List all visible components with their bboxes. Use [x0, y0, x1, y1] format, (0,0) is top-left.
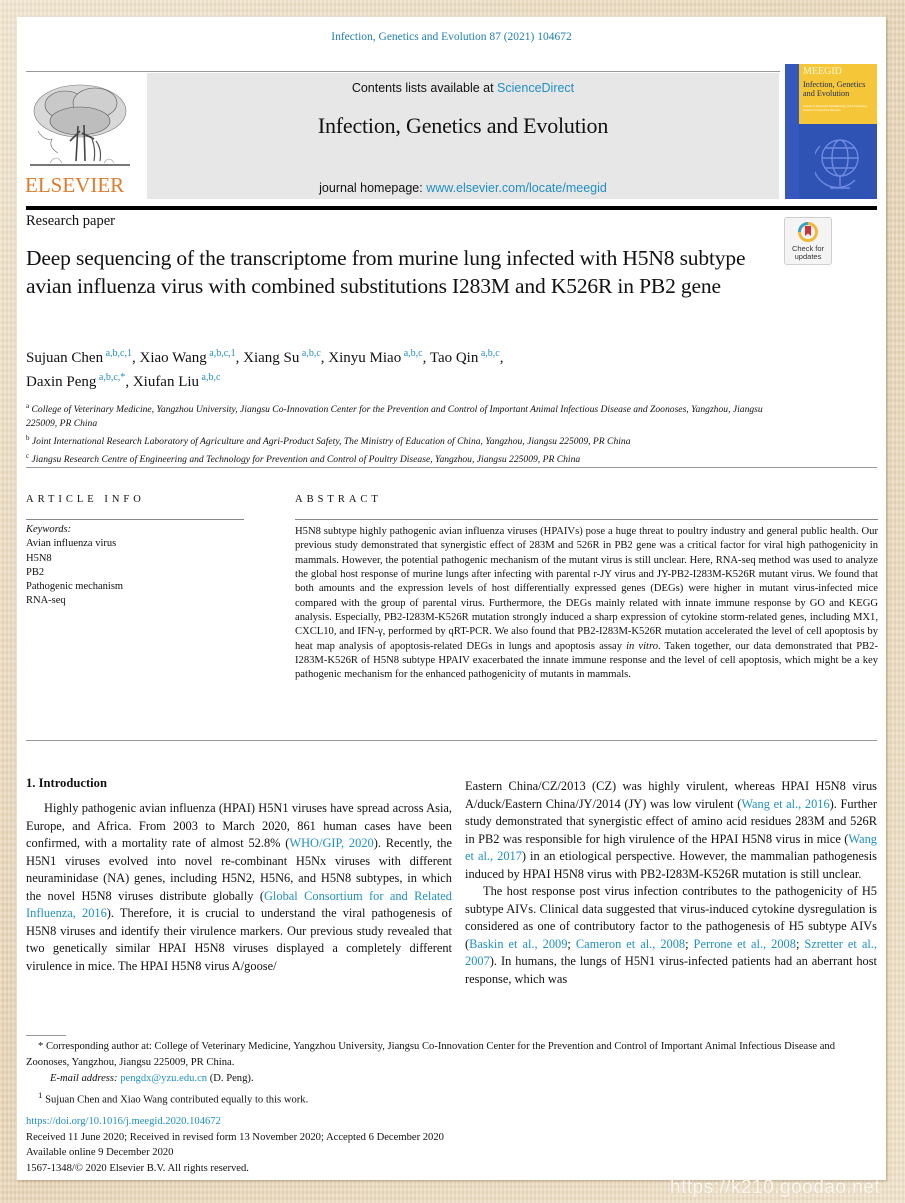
author-name[interactable]: Xiang Su [243, 350, 300, 366]
body-text: ). Further study demonstrated that synergistic effect of amino acid residues 283M and 526R in PB2 was responsible for high virulence of the HPAI H5N8 virus in mice ( [465, 796, 877, 846]
footnote-divider [26, 1035, 66, 1036]
author-separator: , [235, 350, 244, 366]
crossmark-icon [797, 221, 819, 243]
email-note [26, 1071, 877, 1087]
article-info-divider [26, 519, 244, 520]
homepage-line [147, 181, 779, 195]
cover-title-line2: and Evolution [803, 89, 850, 98]
author-affiliation-marks[interactable]: a,b,c [401, 348, 423, 359]
separator: ; [795, 936, 805, 951]
affiliation-key: b [26, 434, 30, 443]
corresponding-author-note: * Corresponding author at: College of Veterinary Medicine, Yangzhou University, Jiangsu Co-Innovation Center for the Prevention and Control of Important Animal Infectious Disease and Zoonoses, Yangzhou, Jiangsu 225009, PR China. [26, 1041, 836, 1068]
cover-title [803, 80, 865, 98]
author-name[interactable]: Xiao Wang [139, 350, 207, 366]
publication-info [26, 1114, 877, 1176]
author-affiliation-marks[interactable]: a,b,c,1 [103, 348, 132, 359]
crossmark-line1: Check for [791, 244, 825, 253]
footnotes [26, 1039, 877, 1109]
doi-link[interactable]: https://doi.org/10.1016/j.meegid.2020.104672 [26, 1116, 221, 1127]
affiliation-key: a [26, 402, 30, 410]
paragraph [465, 778, 877, 883]
cover-sidebar [785, 64, 799, 199]
abstract-bottom-divider [26, 740, 877, 741]
author-name[interactable]: Xiufan Liu [132, 374, 200, 390]
citation-link[interactable]: Global Consortium for and Related Influenza, 2016 [26, 888, 452, 920]
author-separator: , [499, 350, 504, 366]
author-name[interactable]: Tao Qin [429, 350, 479, 366]
article-title: Deep sequencing of the transcriptome from murine lung infected with H5N8 subtype avian influenza virus with combined substitutions I283M and K526R in PB2 gene [26, 246, 746, 298]
journal-citation[interactable]: Infection, Genetics and Evolution 87 (2021) 104672 [331, 31, 572, 43]
paper-page [17, 17, 886, 1180]
author-separator: , [422, 350, 430, 366]
citation-link[interactable]: Cameron et al., 2008 [575, 936, 686, 951]
body-text: The host response post virus infection contributes to the pathogenicity of H5 subtype AIVs. Clinical data suggested that virus-induced cytokine dysregulation is considered as one of contributory factor to the pathogenesis of H5 subtype AIVs ( [465, 884, 877, 951]
keyword-item: PB2 [26, 566, 45, 578]
abstract-text [295, 525, 878, 683]
article-info-heading: ARTICLE INFO [26, 494, 145, 505]
available-online: Available online 9 December 2020 [26, 1147, 174, 1158]
abstract-italic: in vitro [626, 640, 659, 652]
affiliations [26, 399, 786, 468]
citation-link[interactable]: Wang et al., 2016 [741, 796, 830, 811]
body-column-right [465, 778, 877, 988]
author-separator: , [131, 350, 140, 366]
separator: ; [685, 936, 694, 951]
author-affiliation-marks[interactable]: a,b,c,* [96, 372, 126, 383]
affiliation-text: College of Veterinary Medicine, Yangzhou University, Jiangsu Co-Innovation Center for the Prevention and Control of Important Animal Infectious Disease and Zoonoses, Yangzhou, Jiangsu 225009, PR China [26, 404, 763, 430]
crossmark-label [785, 245, 831, 261]
introduction-heading: 1. Introduction [26, 776, 107, 790]
keywords-label: Keywords: [26, 524, 72, 535]
email-label: E-mail address: [50, 1073, 118, 1084]
elsevier-wordmark: ELSEVIER [25, 173, 125, 197]
abstract-part2: . Taken together, our data demonstrated that PB2-I283M-K526R of H5N8 subtype HPAIV exacerbated the innate immune response and the level of cell apoptosis, which might be a key pathogenic mechanism for the enhanced pathogenicity of mutants in mammals. [295, 640, 878, 681]
cover-series: MEEGID [803, 66, 842, 77]
citation-link[interactable]: Szretter et al., 2007 [465, 936, 877, 968]
elsevier-tree-icon [30, 81, 130, 169]
body-text: ). In humans, the lungs of H5N1 virus-infected patients had an aberrant host response, which was [465, 954, 877, 986]
keyword-item: Avian influenza virus [26, 538, 117, 550]
affiliation-key: c [26, 452, 30, 461]
sciencedirect-link[interactable]: ScienceDirect [497, 81, 575, 95]
author-separator: , [125, 374, 133, 390]
abstract-divider [295, 519, 878, 520]
citation-link[interactable]: Wang et al., 2017 [465, 831, 877, 863]
author-name[interactable]: Sujuan Chen [26, 350, 104, 366]
affiliation-text: Joint International Research Laboratory of Agriculture and Agri-Product Safety, The Ministry of Education of China, Yangzhou, Jiangsu 225009, PR China [29, 436, 631, 448]
author-name[interactable]: Xinyu Miao [328, 350, 402, 366]
author-name[interactable]: Daxin Peng [26, 374, 97, 390]
separator: ; [567, 936, 576, 951]
section-divider [26, 467, 877, 468]
email-suffix: (D. Peng). [207, 1073, 254, 1084]
author-affiliation-marks[interactable]: a,b,c [299, 348, 321, 359]
body-text: Eastern China/CZ/2013 (CZ) was highly virulent, whereas HPAI H5N8 virus A/duck/Eastern China/JY/2014 (JY) was low virulent ( [465, 779, 877, 811]
author-affiliation-marks[interactable]: a,b,c,1 [206, 348, 236, 359]
body-text: ). Recently, the H5N1 viruses evolved into novel re-combinant H5Nx viruses with different neuraminidase (NA) genes, including H5N2, H5N6, and H5N8 subtypes, in which the novel H5N8 viruses distribute globally ( [26, 836, 453, 903]
equal-contribution-text: Sujuan Chen and Xiao Wang contributed equally to this work. [45, 1094, 309, 1106]
citation-link[interactable]: Baskin et al., 2009 [469, 936, 568, 951]
affiliation-item [26, 449, 786, 467]
equal-contribution-note [26, 1087, 877, 1109]
keywords-block [26, 523, 123, 609]
author-affiliation-marks[interactable]: a,b,c [199, 372, 221, 383]
affiliation-item [26, 399, 786, 431]
author-separator: , [320, 350, 329, 366]
journal-cover-image[interactable] [785, 64, 877, 199]
crossmark-line2: updates [794, 252, 822, 261]
body-text: ). Therefore, it is crucial to understand the viral pathogenesis of H5N8 viruses and identify their virulence markers. Our previous study revealed that two genetically similar HPAI H5N8 viruses displayed a completely different virulence in mice. The HPAI H5N8 virus A/goose/ [26, 906, 452, 973]
contents-line [147, 81, 779, 95]
article-type: Research paper [26, 213, 115, 229]
abstract-heading: ABSTRACT [295, 494, 382, 505]
cover-subtitle: Journal of Molecular Epidemiology and Evolutionary Genetics in Infectious Diseases [803, 104, 868, 112]
paragraph [465, 883, 877, 988]
abstract-part1: H5N8 subtype highly pathogenic avian influenza viruses (HPAIVs) pose a huge threat to poultry industry and general public health. Our previous study demonstrated that synergistic effect of 283M and 526R in PB2 gene was a critical factor for viral high pathogenicity in mammals. However, the potential pathogenic mechanism of the mutant virus is still unclear. Here, RNA-seq method was used to analyze the global host response of murine lungs after infecting with parental r-JY virus and JY-PB2-I283M-K526R mutant virus. We found that both amounts and the expression levels of host differentially expressed genes (DEGs) were higher in mutant virus-infected mice compared with the group of parental virus. Furthermore, the DEGs mainly related with innate immune response by GO and KEGG analysis. Especially, PB2-I283M-K526R mutation strongly induced a sharp expression of cytokine storm-related genes, including MX1, CXCL10, and IFN-γ, performed by qRT-PCR. We also found that PB2-I283M-K526R mutation accelerated the level of cell apoptosis by heat map analysis of apoptosis-related DEGs in lungs and apoptosis assay [295, 526, 878, 652]
keyword-item: Pathogenic mechanism [26, 581, 124, 593]
homepage-prefix: journal homepage: [319, 181, 427, 195]
check-for-updates-button[interactable] [784, 217, 832, 265]
copyright: 1567-1348/© 2020 Elsevier B.V. All rights reserved. [26, 1162, 249, 1174]
contents-prefix: Contents lists available at [351, 81, 498, 95]
body-text: Highly pathogenic avian influenza (HPAI) H5N1 viruses have spread across Asia, Europe, and Africa. From 2003 to March 2020, 861 human cases have been confirmed, with a mortality rate of almost 52.8% ( [26, 801, 452, 850]
body-text: ) in an etiological perspective. However, the mammalian pathogenesis induced by HPAI H5N8 virus with PB2-I283M-K526R mutation is still unclear. [465, 849, 877, 881]
email-link[interactable]: pengdx@yzu.edu.cn [120, 1073, 208, 1084]
affiliation-item [26, 431, 786, 449]
paragraph [26, 800, 452, 975]
author-list [26, 344, 786, 392]
author-affiliation-marks[interactable]: a,b,c [478, 348, 500, 359]
site-watermark: https://k210.goodao.net [670, 1177, 881, 1198]
body-column-left [26, 800, 452, 975]
cover-title-line1: Infection, Genetics [803, 80, 866, 89]
header-divider [26, 71, 780, 72]
keyword-item: RNA-seq [26, 595, 66, 607]
affiliation-text: Jiangsu Research Centre of Engineering and Technology for Prevention and Control of Poultry Disease, Yangzhou, Jiangsu 225009, PR China [29, 454, 581, 466]
received-dates: Received 11 June 2020; Received in revised form 13 November 2020; Accepted 6 December 2020 [26, 1131, 444, 1143]
elsevier-logo[interactable] [25, 81, 132, 196]
citation-link[interactable]: WHO/GIP, 2020 [289, 836, 374, 850]
globe-icon [815, 136, 865, 194]
header-thick-divider [26, 206, 877, 210]
footnote-marker: 1 [38, 1090, 43, 1100]
journal-banner [147, 73, 779, 199]
citation-link[interactable]: Perrone et al., 2008 [693, 936, 796, 951]
journal-title: Infection, Genetics and Evolution [317, 113, 609, 138]
keyword-item: H5N8 [26, 552, 52, 564]
journal-homepage-link[interactable]: www.elsevier.com/locate/meegid [426, 181, 607, 195]
